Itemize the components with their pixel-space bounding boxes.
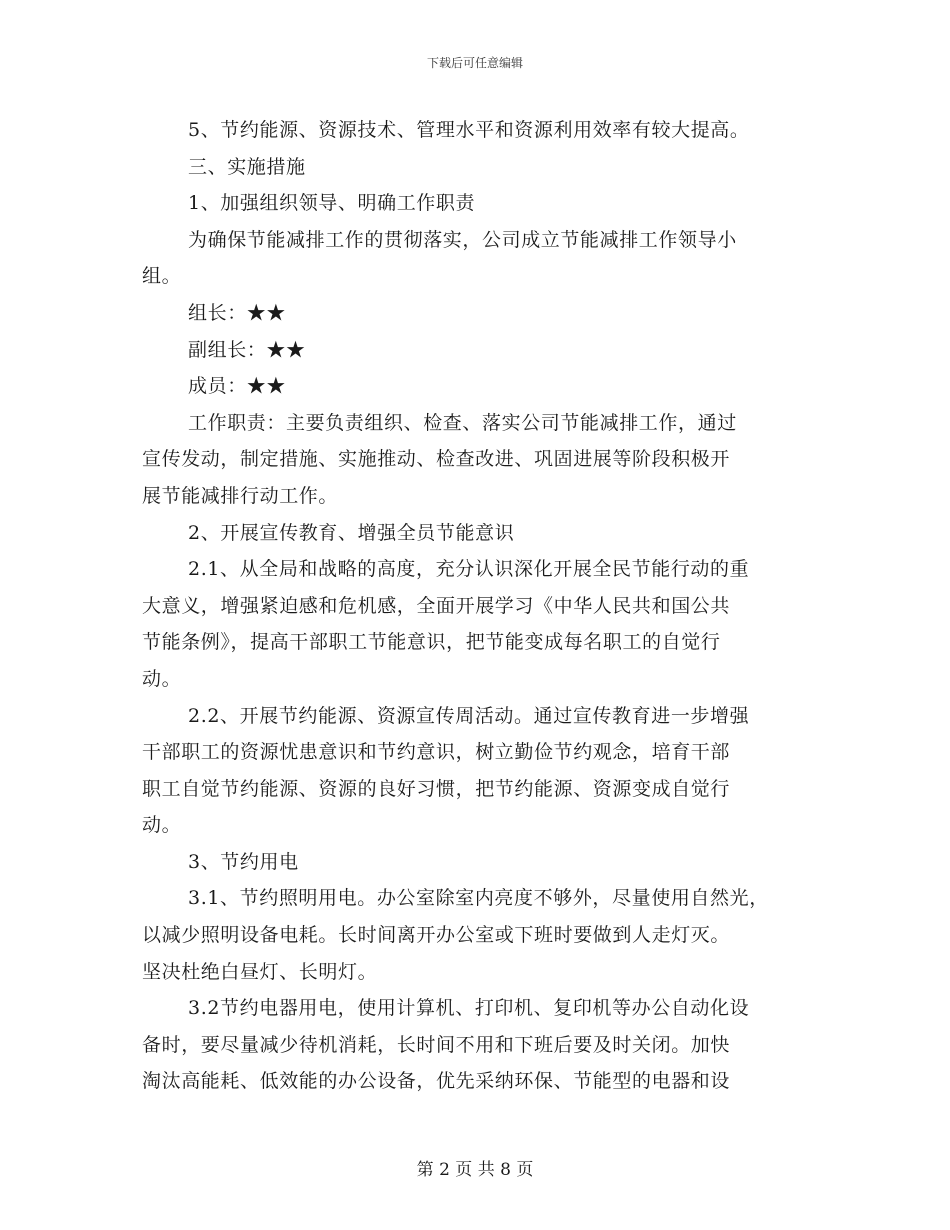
- text-line: 为确保节能减排工作的贯彻落实，公司成立节能减排工作领导小: [188, 228, 737, 251]
- text-line: 节能条例》，提高干部职工节能意识，把节能变成每名职工的自觉行: [142, 631, 721, 654]
- text-line: 组。: [142, 265, 182, 288]
- text-line: 动。: [142, 814, 182, 837]
- text-line: 3.1、节约照明用电。办公室除室内亮度不够外，尽量使用自然光，: [188, 887, 769, 910]
- text-line: 2.2、开展节约能源、资源宣传周活动。通过宣传教育进一步增强: [188, 704, 750, 727]
- text-line: 坚决杜绝白昼灯、长明灯。: [142, 960, 378, 983]
- page-header: 下载后可任意编辑: [426, 56, 523, 70]
- section-heading: 三、实施措施: [188, 155, 306, 178]
- text-line: 展节能减排行动工作。: [142, 484, 339, 507]
- text-line: 宣传发动，制定措施、实施推动、检查改进、巩固进展等阶段积极开: [142, 448, 731, 471]
- text-line: 工作职责：主要负责组织、检查、落实公司节能减排工作，通过: [188, 411, 737, 434]
- page-footer: 第 2 页 共 8 页: [416, 1160, 534, 1180]
- text-line: 3.2节约电器用电，使用计算机、打印机、复印机等办公自动化设: [188, 997, 750, 1020]
- text-line: 组长：★★: [188, 301, 287, 324]
- text-line: 干部职工的资源忧患意识和节约意识，树立勤俭节约观念，培育干部: [142, 741, 731, 764]
- text-line: 大意义，增强紧迫感和危机感，全面开展学习《中华人民共和国公共: [142, 594, 731, 617]
- text-line: 以减少照明设备电耗。长时间离开办公室或下班时要做到人走灯灭。: [142, 924, 731, 947]
- text-line: 职工自觉节约能源、资源的良好习惯，把节约能源、资源变成自觉行: [142, 777, 731, 800]
- document-body: [142, 112, 812, 1100]
- text-line: 副组长：★★: [188, 338, 306, 361]
- text-line: 5、节约能源、资源技术、管理水平和资源利用效率有较大提高。: [188, 119, 750, 141]
- text-line: 2.1、从全局和战略的高度，充分认识深化开展全民节能行动的重: [188, 558, 750, 581]
- subsection-heading: 1、加强组织领导、明确工作职责: [188, 192, 476, 215]
- text-line: 动。: [142, 667, 182, 690]
- subsection-heading: 2、开展宣传教育、增强全员节能意识: [188, 521, 515, 544]
- text-line: 淘汰高能耗、低效能的办公设备，优先采纳环保、节能型的电器和设: [142, 1070, 731, 1093]
- text-line: 备时，要尽量减少待机消耗，长时间不用和下班后要及时关闭。加快: [142, 1033, 731, 1056]
- text-line: 成员：★★: [188, 375, 287, 398]
- subsection-heading: 3、节约用电: [188, 850, 299, 873]
